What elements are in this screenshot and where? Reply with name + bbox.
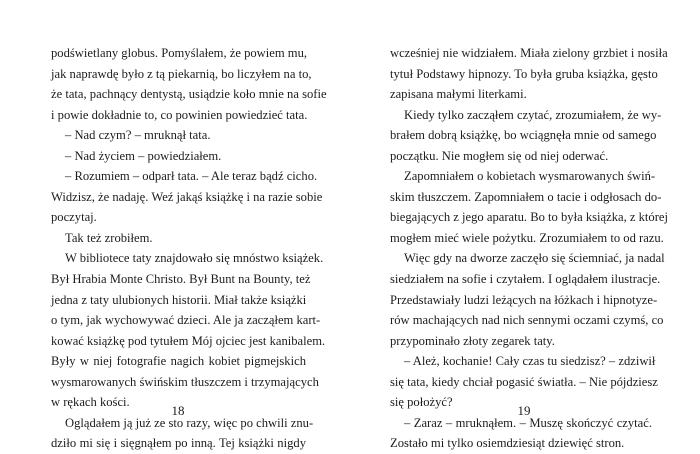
text-line: – Nad czym? – mruknął tata. bbox=[65, 128, 211, 143]
text-line: jak naprawdę było z tą piekarnią, bo liczyłem na to, bbox=[51, 66, 312, 81]
text-line: w rękach kości. bbox=[51, 395, 130, 410]
text-line: Zapomniałem o kobietach wysmarowanych świń- bbox=[404, 169, 656, 184]
text-line: biegających z jego aparatu. Bo to była książka, z której bbox=[390, 210, 668, 225]
page-number: 18 bbox=[171, 403, 185, 418]
text-line: Były w niej fotografie nagich kobiet pigmejskich bbox=[51, 354, 306, 369]
text-line: W bibliotece taty znajdowało się mnóstwo książek. bbox=[65, 251, 324, 266]
text-line: skim tłuszczem. Zapomniałem o tacie i odgłosach do- bbox=[390, 189, 662, 204]
text-line: się położyć? bbox=[390, 395, 453, 410]
text-line: że tata, pachnący dentystą, usiądzie koło mnie na sofie bbox=[51, 87, 327, 102]
text-line: o tym, jak wychowywać dzieci. Ale ja zacząłem kart- bbox=[51, 313, 321, 328]
page-number: 19 bbox=[517, 403, 531, 418]
text-line: się tata, kiedy chciał pogasić światła. – Nie pójdziesz bbox=[390, 374, 658, 389]
text-line: Tak też zrobiłem. bbox=[65, 230, 153, 245]
text-line: i powie dokładnie to, co powinien powiedzieć tata. bbox=[51, 107, 308, 122]
text-line: przypominało złoty zegarek taty. bbox=[390, 333, 555, 348]
text-line: poczytaj. bbox=[51, 210, 97, 225]
right-page bbox=[350, 0, 700, 451]
text-line: dziło mi się i sięgnąłem po inną. Tej książki nigdy bbox=[51, 436, 306, 451]
text-line: – Zaraz – mruknąłem. – Muszę skończyć czytać. bbox=[404, 415, 652, 430]
left-page bbox=[0, 0, 350, 451]
text-line: brałem dobrą książkę, bo wciągnęła mnie od samego bbox=[390, 128, 657, 143]
text-line: mogłem mieć wiele pożytku. Zrozumiałem to od razu. bbox=[390, 230, 664, 245]
text-line: tytuł Podstawy hipnozy. To była gruba książka, gęsto bbox=[390, 66, 658, 81]
text-line: wysmarowanych świńskim tłuszczem i trzymających bbox=[51, 374, 319, 389]
text-line: – Rozumiem – odparł tata. – Ale teraz bądź cicho. bbox=[65, 169, 318, 184]
text-line: Więc gdy na dworze zaczęło się ściemniać, ja nadal bbox=[404, 251, 665, 266]
left-page-text bbox=[51, 43, 327, 454]
text-line: kować książkę pod tytułem Mój ojciec jest kanibalem. bbox=[51, 333, 326, 348]
text-line: rów machających nad nich sennymi oczami czymś, co bbox=[390, 313, 664, 328]
text-line: – Nad życiem – powiedziałem. bbox=[65, 148, 222, 163]
text-line: Kiedy tylko zacząłem czytać, zrozumiałem, że wy- bbox=[404, 107, 662, 122]
text-line: Był Hrabia Monte Christo. Był Bunt na Bounty, też bbox=[51, 272, 311, 287]
text-line: zapisana małymi literkami. bbox=[390, 87, 527, 102]
text-line: jedna z taty ulubionych historii. Miał także książki bbox=[51, 292, 307, 307]
text-line: Widzisz, że nadaję. Weź jakąś książkę i na razie sobie bbox=[51, 189, 323, 204]
right-page-text bbox=[390, 43, 668, 454]
text-line: siedziałem na sofie i czytałem. I oglądałem ilustracje. bbox=[390, 272, 661, 287]
text-line: Zostało mi tylko osiemdziesiąt dziewięć stron. bbox=[390, 436, 625, 451]
text-line: – Ależ, kochanie! Cały czas tu siedzisz? – zdziwił bbox=[404, 354, 656, 369]
text-line: Oglądałem ją już ze sto razy, więc po chwili znu- bbox=[65, 415, 314, 430]
text-line: podświetlany globus. Pomyślałem, że powiem mu, bbox=[51, 46, 308, 60]
text-line: początku. Nie mogłem się od niej oderwać. bbox=[390, 148, 609, 163]
text-line: wcześniej nie widziałem. Miała zielony grzbiet i nosiła bbox=[390, 46, 668, 60]
text-line: Przedstawiały ludzi leżących na łóżkach i hipnotyze- bbox=[390, 292, 658, 307]
